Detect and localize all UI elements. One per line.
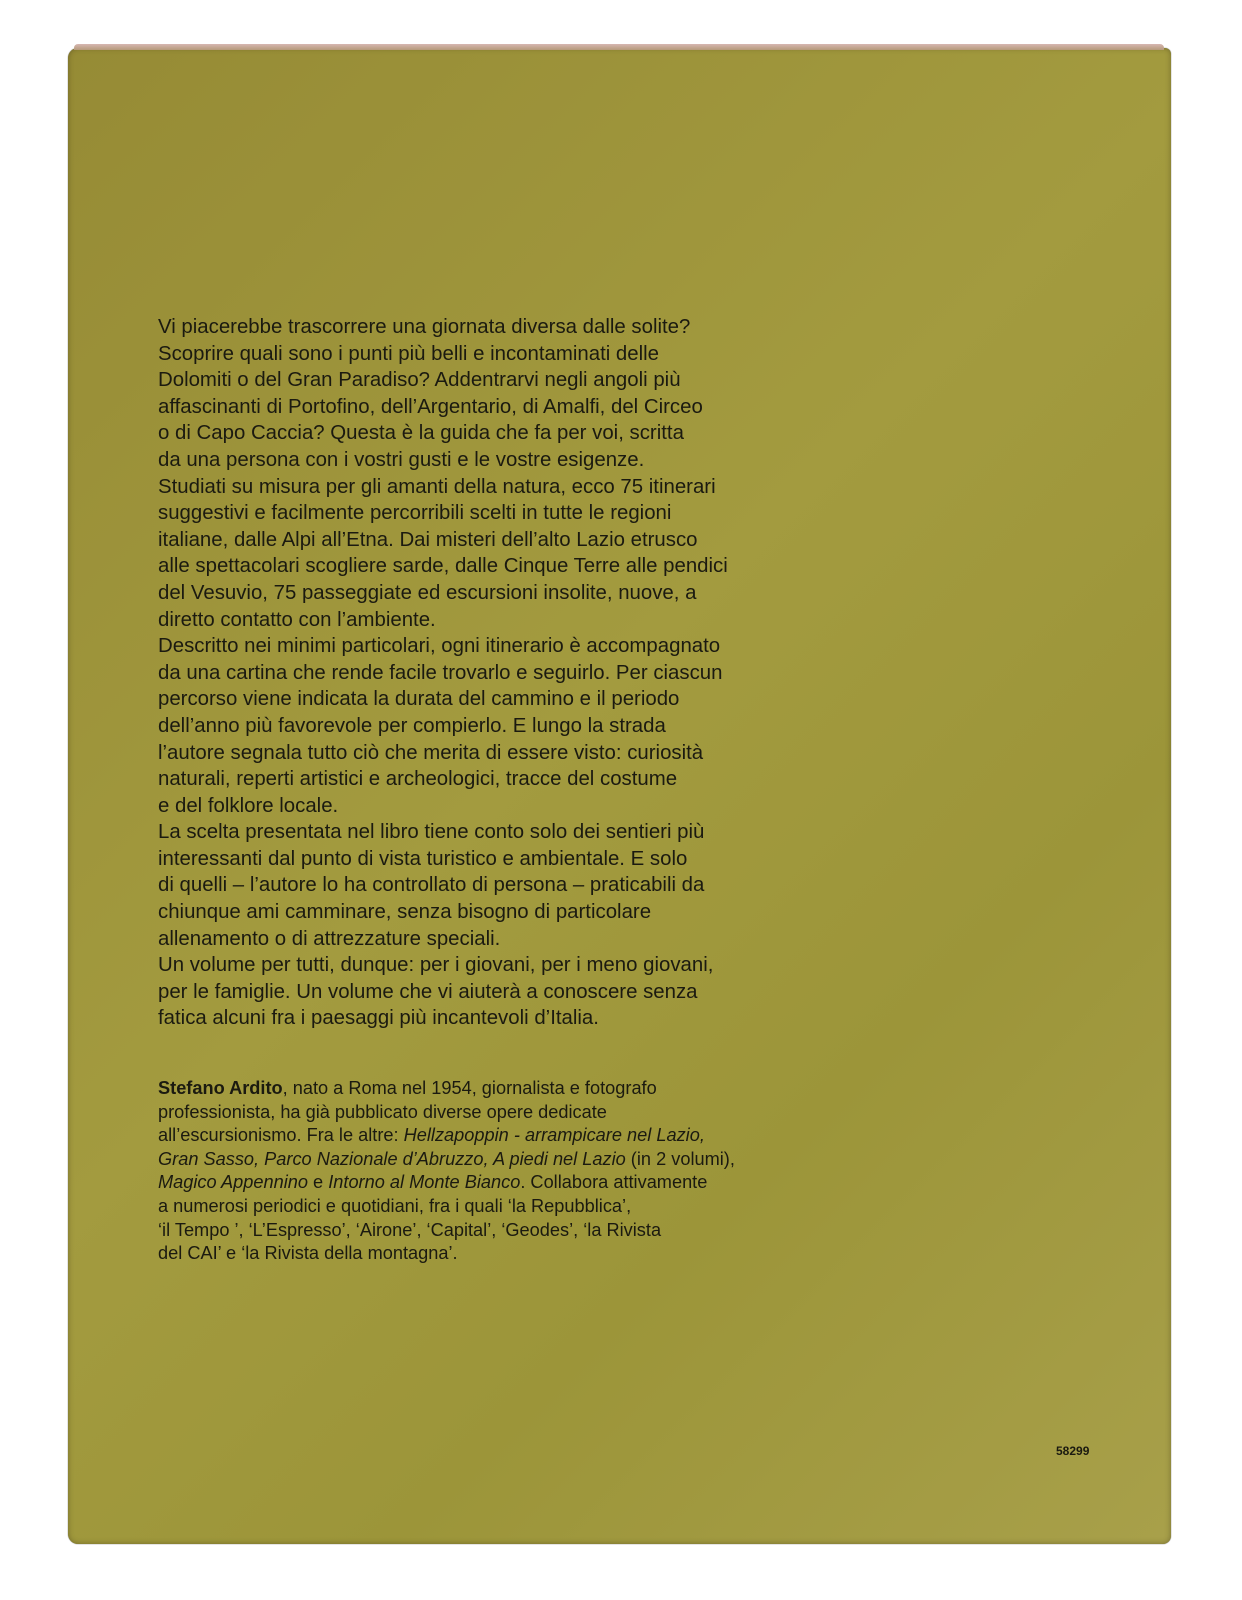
blurb-line: allenamento o di attrezzature speciali. [158,927,501,950]
bio-line [158,1124,918,1148]
blurb-line: di quelli – l’autore lo ha controllato di persona – praticabili da [158,874,705,897]
blurb-line: Descritto nei minimi particolari, ogni itinerario è accompagnato [158,635,721,658]
blurb-line: italiane, dalle Alpi all’Etna. Dai misteri dell’alto Lazio etrusco [158,528,698,551]
book-title: Hellzapoppin - arrampicare nel Lazio, [403,1125,705,1146]
blurb-line: diretto contatto con l’ambiente. [158,608,436,631]
blurb-line: da una persona con i vostri gusti e le vostre esigenze. [158,448,645,471]
book-title: Intorno al Monte Bianco [328,1172,521,1193]
blurb-line: interessanti dal punto di vista turistico e ambientale. E solo [158,847,688,870]
blurb-line: alle spettacolari scogliere sarde, dalle Cinque Terre alle pendici [158,555,728,578]
bio-line: professionista, ha già pubblicato diverse opere dedicate [158,1101,607,1122]
blurb-line: l’autore segnala tutto ciò che merita di essere visto: curiosità [158,741,704,764]
blurb-line: da una cartina che rende facile trovarlo e seguirlo. Per ciascun [158,661,723,684]
blurb-line: del Vesuvio, 75 passeggiate ed escursioni insolite, nuove, a [158,581,697,604]
bio-line: ‘il Tempo ’, ‘L’Espresso’, ‘Airone’, ‘Capital’, ‘Geodes’, ‘la Rivista [158,1219,662,1240]
bio-text: (in 2 volumi), [625,1148,735,1169]
blurb-line: Un volume per tutti, dunque: per i giovani, per i meno giovani, [158,954,714,977]
blurb-line: naturali, reperti artistici e archeologici, tracce del costume [158,768,678,791]
blurb-line: dell’anno più favorevole per compierlo. E lungo la strada [158,714,666,737]
bio-text: . Collabora attivamente [520,1172,708,1193]
blurb-line: Vi piacerebbe trascorrere una giornata diversa dalle solite? [158,316,691,338]
bio-text: , nato a Roma nel 1954, giornalista e fotografo [282,1078,657,1098]
blurb-line: Scoprire quali sono i punti più belli e incontaminati delle [158,342,660,365]
blurb-line: suggestivi e facilmente percorribili scelti in tutte le regioni [158,502,672,525]
blurb-line: chiunque ami camminare, senza bisogno di particolare [158,901,652,924]
blurb-line: Dolomiti o del Gran Paradiso? Addentrarvi negli angoli più [158,369,681,392]
blurb-line: Studiati su misura per gli amanti della natura, ecco 75 itinerari [158,475,716,498]
catalog-number: 58299 [1056,1444,1090,1458]
book-back-cover [68,48,1171,1544]
bio-text: all’escursionismo. Fra le altre: [158,1125,404,1146]
blurb-line: e del folklore locale. [158,794,339,817]
blurb-line: affascinanti di Portofino, dell’Argentario, di Amalfi, del Circeo [158,395,703,418]
blurb-line: o di Capo Caccia? Questa è la guida che fa per voi, scritta [158,422,684,445]
blurb-line: percorso viene indicata la durata del cammino e il periodo [158,688,680,711]
bio-line [158,1148,918,1172]
bio-line [158,1077,918,1101]
book-title: Magico Appennino [158,1172,308,1193]
author-name: Stefano Ardito [158,1078,283,1098]
blurb-line: fatica alcuni fra i paesaggi più incantevoli d’Italia. [158,1007,599,1030]
author-bio [158,1077,918,1266]
bio-line [158,1171,918,1195]
bio-line: del CAI’ e ‘la Rivista della montagna’. [158,1243,458,1264]
cover-top-edge [74,44,1164,50]
blurb-line: La scelta presentata nel libro tiene conto solo dei sentieri più [158,821,705,844]
bio-text: e [307,1172,329,1193]
blurb-line: per le famiglie. Un volume che vi aiuterà a conoscere senza [158,980,698,1003]
blurb-text [158,314,918,1032]
book-title: Gran Sasso, Parco Nazionale d’Abruzzo, A piedi nel Lazio [158,1148,626,1169]
bio-line: a numerosi periodici e quotidiani, fra i quali ‘la Repubblica’, [158,1195,632,1216]
